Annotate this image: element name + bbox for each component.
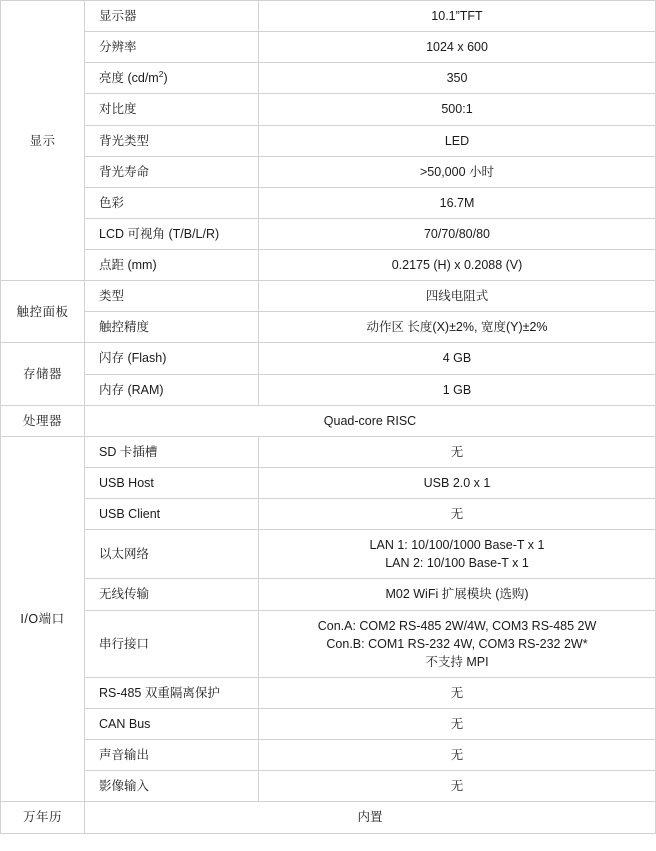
item-label: 触控精度 [85, 312, 259, 343]
value-cell [259, 467, 656, 498]
item-label: 无线传输 [85, 579, 259, 610]
group-label: 万年历 [1, 802, 85, 833]
value-cell [259, 709, 656, 740]
value-line: 无 [450, 748, 464, 763]
value-line: 无 [450, 717, 464, 731]
item-label: LCD 可视角 (T/B/L/R) [85, 218, 259, 249]
value-line: 10.1”TFT [431, 9, 483, 23]
table-row [1, 218, 656, 249]
item-label: 声音输出 [85, 740, 259, 771]
value-line: 1024 x 600 [426, 40, 488, 55]
item-label: RS-485 双重隔离保护 [85, 677, 259, 708]
value-line: 1 GB [442, 382, 472, 397]
item-label-suffix: ) [163, 71, 168, 86]
value-line: 动作区 长度(X)±2%, 宽度(Y)±2% [366, 320, 548, 335]
value-line: 16.7M [439, 195, 475, 210]
value-cell [259, 281, 656, 312]
item-label-superscript: 2 [158, 69, 164, 80]
table-row [1, 63, 656, 94]
value-cell [259, 740, 656, 771]
value-line: M02 WiFi 扩展模块 (选购) [385, 587, 529, 602]
value-line: 350 [446, 71, 468, 86]
item-label-text: 亮度 (cd/m [99, 71, 159, 86]
item-label [85, 63, 259, 94]
item-label: 影像输入 [85, 771, 259, 802]
table-row [1, 771, 656, 802]
table-row [1, 467, 656, 498]
table-row [1, 281, 656, 312]
group-label: 处理器 [1, 405, 85, 436]
item-label: CAN Bus [85, 709, 259, 740]
value-line: 内置 [357, 810, 383, 825]
value-line: LAN 2: 10/100 Base-T x 1 [385, 556, 529, 571]
value-cell [259, 436, 656, 467]
group-label: 存储器 [1, 343, 85, 405]
value-cell [259, 63, 656, 94]
table-row [1, 740, 656, 771]
value-line: LAN 1: 10/100/1000 Base-T x 1 [369, 538, 545, 553]
table-row [1, 343, 656, 374]
group-label: 触控面板 [1, 281, 85, 343]
value-cell [259, 771, 656, 802]
table-row [1, 94, 656, 125]
value-cell [259, 499, 656, 530]
item-label: 串行接口 [85, 610, 259, 677]
item-label: 背光类型 [85, 125, 259, 156]
value-cell [259, 250, 656, 281]
value-line: >50,000 小时 [419, 164, 494, 179]
item-label: 对比度 [85, 94, 259, 125]
value-cell [259, 530, 656, 579]
value-line: Quad-core RISC [323, 413, 417, 428]
value-line: 70/70/80/80 [423, 226, 491, 241]
table-row [1, 677, 656, 708]
table-row [1, 156, 656, 187]
table-row [1, 250, 656, 281]
table-row [1, 530, 656, 579]
table-row [1, 802, 656, 833]
item-label: 类型 [85, 281, 259, 312]
specification-table-body [1, 1, 656, 834]
table-row [1, 187, 656, 218]
group-label: 显示 [1, 1, 85, 281]
item-label: 显示器 [85, 1, 259, 32]
value-cell [259, 156, 656, 187]
table-row [1, 125, 656, 156]
value-line: 无 [450, 685, 464, 700]
value-line: Con.B: COM1 RS-232 4W, COM3 RS-232 2W* [326, 636, 588, 651]
value-line: 无 [450, 444, 464, 459]
value-cell [259, 32, 656, 63]
table-row [1, 32, 656, 63]
table-row [1, 579, 656, 610]
value-line: Con.A: COM2 RS-485 2W/4W, COM3 RS-485 2W [317, 618, 597, 633]
value-cell [259, 218, 656, 249]
item-label: 色彩 [85, 187, 259, 218]
table-row [1, 374, 656, 405]
table-row [1, 312, 656, 343]
table-row [1, 499, 656, 530]
value-cell [259, 374, 656, 405]
value-line: 4 GB [442, 351, 472, 366]
value-line: 500:1 [441, 102, 473, 117]
table-row [1, 709, 656, 740]
table-row [1, 610, 656, 677]
table-row [1, 405, 656, 436]
value-cell [85, 405, 656, 436]
item-label: SD 卡插槽 [85, 436, 259, 467]
item-label: 以太网络 [85, 530, 259, 579]
value-cell [259, 312, 656, 343]
value-line: 不支持 MPI [425, 654, 489, 669]
value-cell [259, 610, 656, 677]
item-label: 点距 (mm) [85, 250, 259, 281]
value-line: LED [444, 133, 470, 148]
value-line: 0.2175 (H) x 0.2088 (V) [391, 258, 523, 272]
value-cell [259, 579, 656, 610]
item-label: 闪存 (Flash) [85, 343, 259, 374]
value-cell [259, 94, 656, 125]
item-label: 背光寿命 [85, 156, 259, 187]
value-line: 四线电阻式 [425, 289, 489, 304]
value-cell [259, 187, 656, 218]
value-line: 无 [450, 507, 464, 521]
value-cell [259, 1, 656, 32]
value-line: USB 2.0 x 1 [423, 475, 491, 490]
group-label: I/O端口 [1, 436, 85, 802]
value-cell [85, 802, 656, 833]
value-line: 无 [450, 779, 464, 794]
value-cell [259, 677, 656, 708]
item-label: USB Host [85, 467, 259, 498]
item-label: USB Client [85, 499, 259, 530]
item-label: 分辨率 [85, 32, 259, 63]
value-cell [259, 125, 656, 156]
item-label: 内存 (RAM) [85, 374, 259, 405]
value-cell [259, 343, 656, 374]
table-row [1, 1, 656, 32]
table-row [1, 436, 656, 467]
